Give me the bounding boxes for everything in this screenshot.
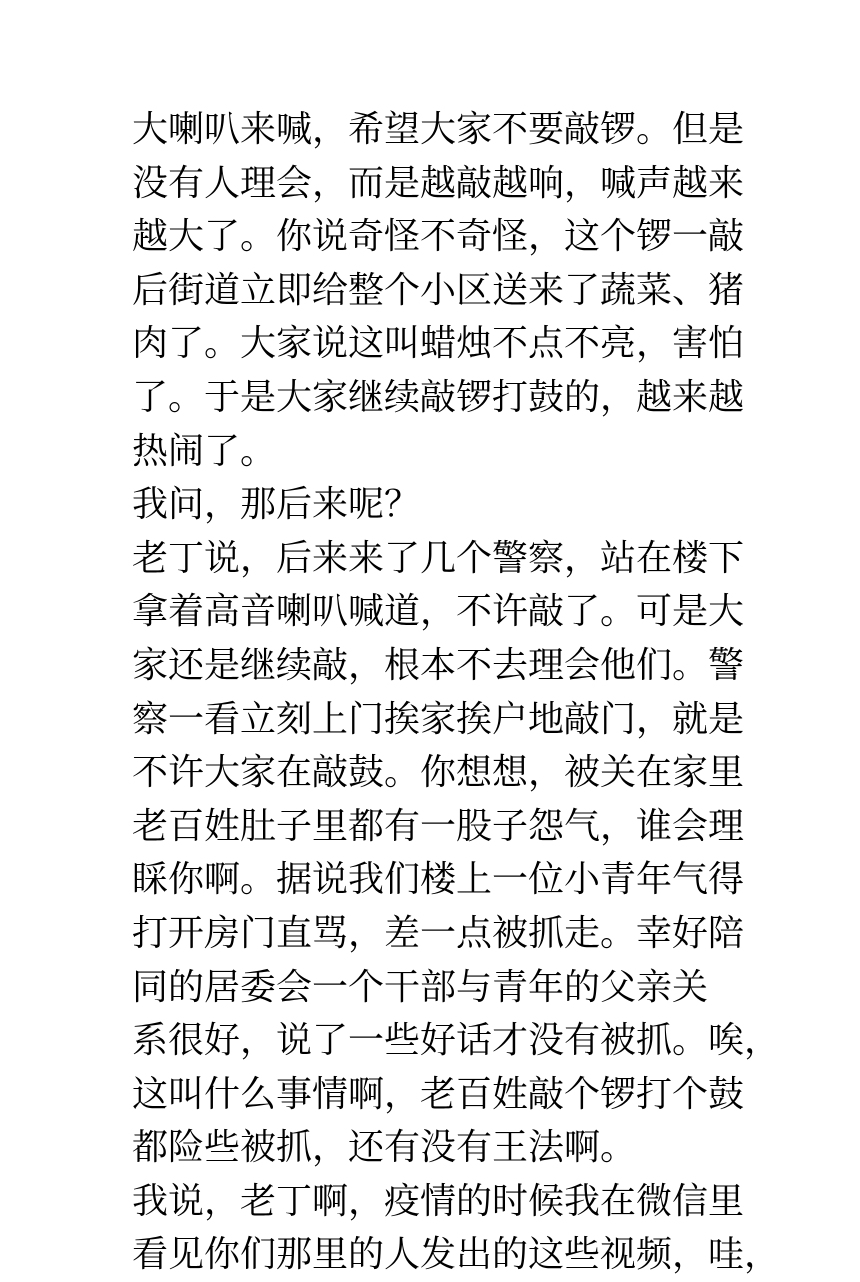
text-line: 我说，老丁啊，疫情的时候我在微信里: [132, 1180, 745, 1222]
text-line: 不许大家在敲鼓。你想想，被关在家里: [132, 752, 745, 794]
text-line: 热闹了。: [132, 430, 277, 472]
text-line: 老百姓肚子里都有一股子怨气，谁会理: [132, 805, 745, 847]
text-line: 没有人理会，而是越敲越响，喊声越来: [132, 162, 745, 204]
text-line: 老丁说，后来来了几个警察，站在楼下: [132, 537, 745, 579]
text-line: 了。于是大家继续敲锣打鼓的，越来越: [132, 376, 745, 418]
text-line: 肉了。大家说这叫蜡烛不点不亮，害怕: [132, 323, 745, 365]
body-text: [132, 103, 781, 1282]
text-line: 我问，那后来呢？: [132, 484, 421, 526]
text-line: 打开房门直骂，差一点被抓走。幸好陪: [132, 912, 745, 954]
text-line: 后街道立即给整个小区送来了蔬菜、猪: [132, 269, 745, 311]
text-line: 拿着高音喇叭喊道，不许敲了。可是大: [132, 591, 745, 633]
text-line: 都险些被抓，还有没有王法啊。: [132, 1127, 637, 1169]
text-line: 家还是继续敲，根本不去理会他们。警: [132, 644, 745, 686]
text-line: 大喇叭来喊，希望大家不要敲锣。但是: [132, 109, 745, 150]
text-line: 越大了。你说奇怪不奇怪，这个锣一敲: [132, 216, 745, 258]
text-line: 看见你们那里的人发出的这些视频，哇，: [132, 1234, 781, 1276]
text-line: 察一看立刻上门挨家挨户地敲门，就是: [132, 698, 745, 740]
text-line: 这叫什么事情啊，老百姓敲个锣打个鼓: [132, 1073, 745, 1115]
text-line: 睬你啊。据说我们楼上一位小青年气得: [132, 859, 745, 901]
text-line: 系很好，说了一些好话才没有被抓。唉，: [132, 1020, 781, 1062]
text-line: 同的居委会一个干部与青年的父亲关: [132, 966, 709, 1008]
